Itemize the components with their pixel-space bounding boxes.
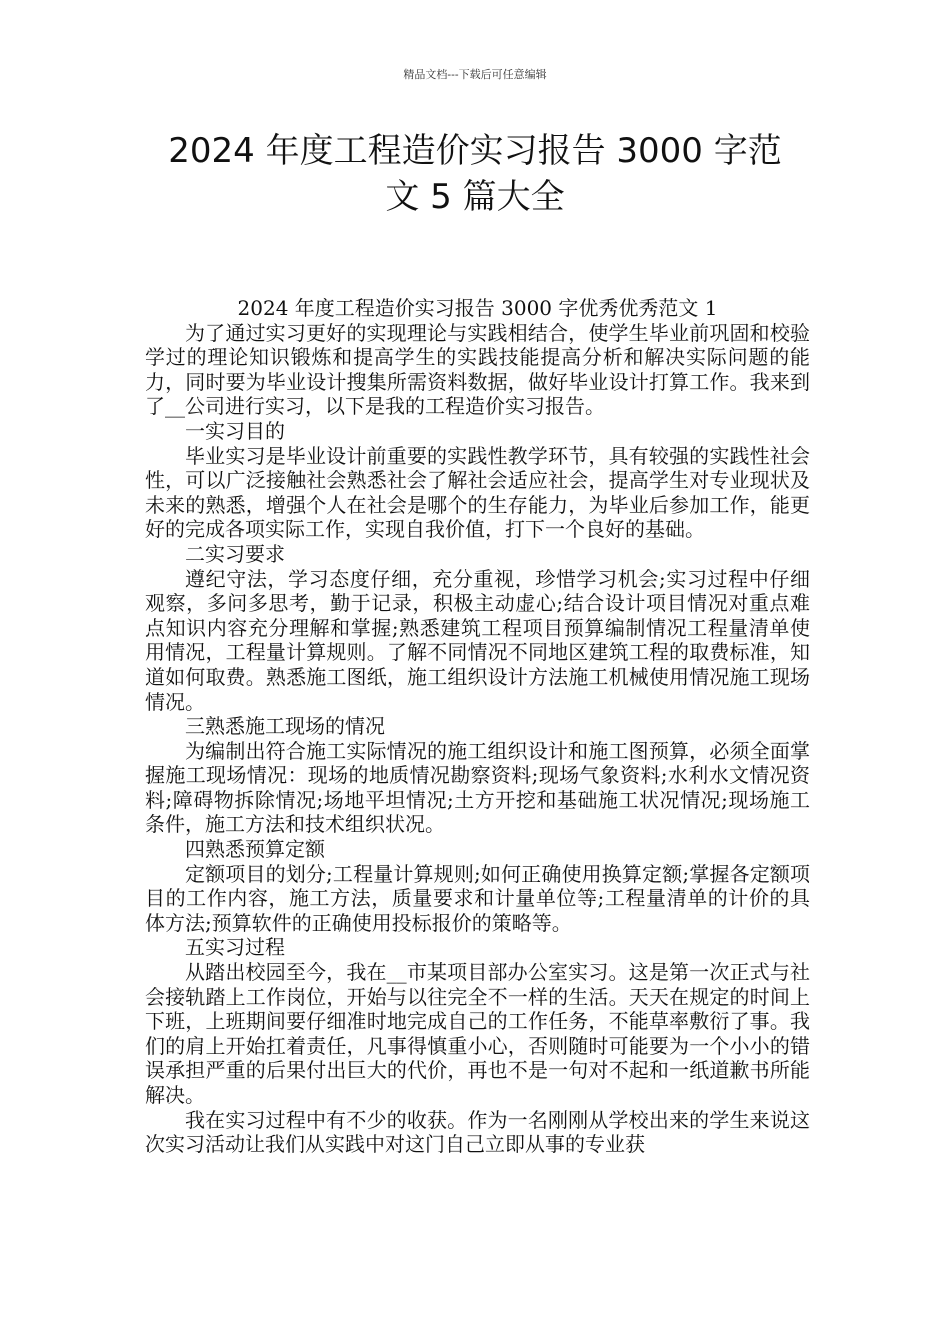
header-note: 精品文档---下载后可任意编辑: [403, 68, 547, 81]
document-title-line-1: 2024 年度工程造价实习报告 3000 字范: [168, 131, 782, 171]
document-title: [130, 128, 820, 220]
paragraph-intro: 为了通过实习更好的实现理论与实践相结合，使学生毕业前巩固和校验学过的理论知识锻炼和提高学生的实践技能提高分析和解决实际问题的能力，同时要为毕业设计搜集所需资料数据，做好毕业设计打算工作。我来到了__公司进行实习，以下是我的工程造价实习报告。: [145, 320, 810, 419]
section-heading: 四熟悉预算定额: [185, 837, 325, 862]
paragraph: 我在实习过程中有不少的收获。作为一名刚刚从学校出来的学生来说这次实习活动让我们从实践中对这门自己立即从事的专业获: [145, 1107, 810, 1157]
section-heading: 一实习目的: [185, 418, 285, 443]
paragraph: 遵纪守法，学习态度仔细，充分重视，珍惜学习机会;实习过程中仔细观察，多问多思考，勤于记录，积极主动虚心;结合设计项目情况对重点难点知识内容充分理解和掌握;熟悉建筑工程项目预算编制情况工程量清单使用情况，工程量计算规则。了解不同情况不同地区建筑工程的取费标准，知道如何取费。熟悉施工图纸，施工组织设计方法施工机械使用情况施工现场情况。: [145, 566, 810, 714]
paragraph: 毕业实习是毕业设计前重要的实践性教学环节，具有较强的实践性社会性，可以广泛接触社会熟悉社会了解社会适应社会，提高学生对专业现状及未来的熟悉，增强个人在社会是哪个的生存能力，为毕业后参加工作，能更好的完成各项实际工作，实现自我价值，打下一个良好的基础。: [145, 443, 810, 542]
document-body: [145, 296, 810, 1157]
section-subtitle: 2024 年度工程造价实习报告 3000 字优秀优秀范文 1: [237, 296, 718, 320]
paragraph: 定额项目的划分;工程量计算规则;如何正确使用换算定额;掌握各定额项目的工作内容，施工方法，质量要求和计量单位等;工程量清单的计价的具体方法;预算软件的正确使用投标报价的策略等。: [145, 861, 810, 935]
paragraph: 为编制出符合施工实际情况的施工组织设计和施工图预算，必须全面掌握施工现场情况：现场的地质情况勘察资料;现场气象资料;水利水文情况资料;障碍物拆除情况;场地平坦情况;土方开挖和基础施工状况情况;现场施工条件，施工方法和技术组织状况。: [145, 738, 810, 837]
paragraph: 从踏出校园至今，我在__市某项目部办公室实习。这是第一次正式与社会接轨踏上工作岗位，开始与以往完全不一样的生活。天天在规定的时间上下班，上班期间要仔细准时地完成自己的工作任务，不能草率敷衍了事。我们的肩上开始扛着责任，凡事得慎重小心，否则随时可能要为一个小小的错误承担严重的后果付出巨大的代价，再也不是一句对不起和一纸道歉书所能解决。: [145, 960, 810, 1107]
document-title-line-2: 文 5 篇大全: [385, 177, 565, 217]
section-heading: 五实习过程: [185, 935, 285, 960]
section-heading: 三熟悉施工现场的情况: [185, 714, 385, 739]
section-heading: 二实习要求: [185, 541, 285, 566]
